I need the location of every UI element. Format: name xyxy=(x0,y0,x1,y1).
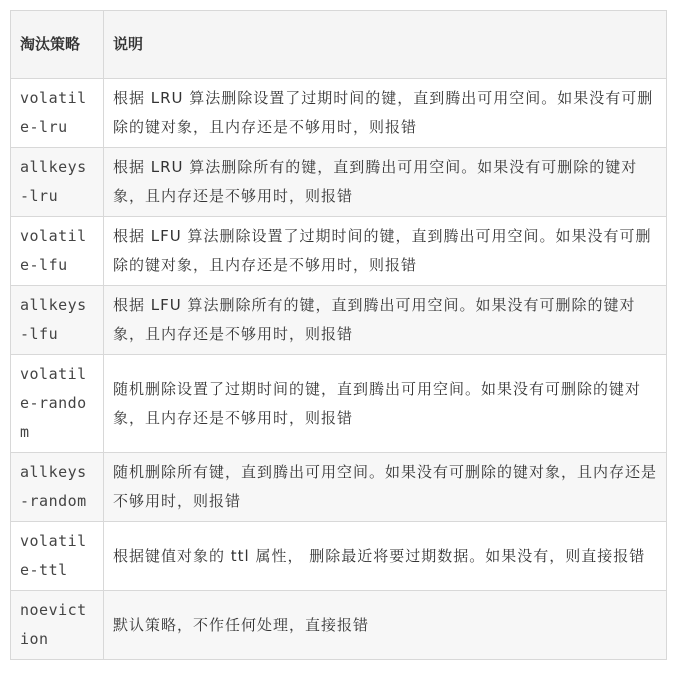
policy-description: 根据 LFU 算法删除设置了过期时间的键，直到腾出可用空间。如果没有可删除的键对象，且内存还是不够用时，则报错 xyxy=(104,217,667,286)
table-body xyxy=(11,79,667,660)
policy-description: 根据键值对象的 ttl 属性， 删除最近将要过期数据。如果没有，则直接报错 xyxy=(104,522,667,591)
policy-name: allkeys-lfu xyxy=(11,286,104,355)
table-row xyxy=(11,355,667,453)
policy-name: allkeys-random xyxy=(11,453,104,522)
table-header xyxy=(11,11,667,79)
table-row xyxy=(11,522,667,591)
table-row xyxy=(11,217,667,286)
policy-name: volatile-lfu xyxy=(11,217,104,286)
policy-name: volatile-lru xyxy=(11,79,104,148)
eviction-policy-table xyxy=(10,10,667,660)
policy-name: allkeys-lru xyxy=(11,148,104,217)
header-row xyxy=(11,11,667,79)
header-policy: 淘汰策略 xyxy=(11,11,104,79)
policy-description: 随机删除所有键，直到腾出可用空间。如果没有可删除的键对象，且内存还是不够用时，则报错 xyxy=(104,453,667,522)
header-description: 说明 xyxy=(104,11,667,79)
policy-name: volatile-random xyxy=(11,355,104,453)
policy-description: 随机删除设置了过期时间的键，直到腾出可用空间。如果没有可删除的键对象，且内存还是不够用时，则报错 xyxy=(104,355,667,453)
policy-description: 根据 LFU 算法删除所有的键，直到腾出可用空间。如果没有可删除的键对象，且内存还是不够用时，则报错 xyxy=(104,286,667,355)
table-row xyxy=(11,148,667,217)
table-row xyxy=(11,286,667,355)
policy-description: 根据 LRU 算法删除所有的键，直到腾出可用空间。如果没有可删除的键对象，且内存还是不够用时，则报错 xyxy=(104,148,667,217)
table-row xyxy=(11,79,667,148)
table-row xyxy=(11,453,667,522)
policy-description: 根据 LRU 算法删除设置了过期时间的键，直到腾出可用空间。如果没有可删除的键对象，且内存还是不够用时，则报错 xyxy=(104,79,667,148)
policy-name: noeviction xyxy=(11,591,104,660)
policy-description: 默认策略，不作任何处理，直接报错 xyxy=(104,591,667,660)
policy-name: volatile-ttl xyxy=(11,522,104,591)
table-row xyxy=(11,591,667,660)
